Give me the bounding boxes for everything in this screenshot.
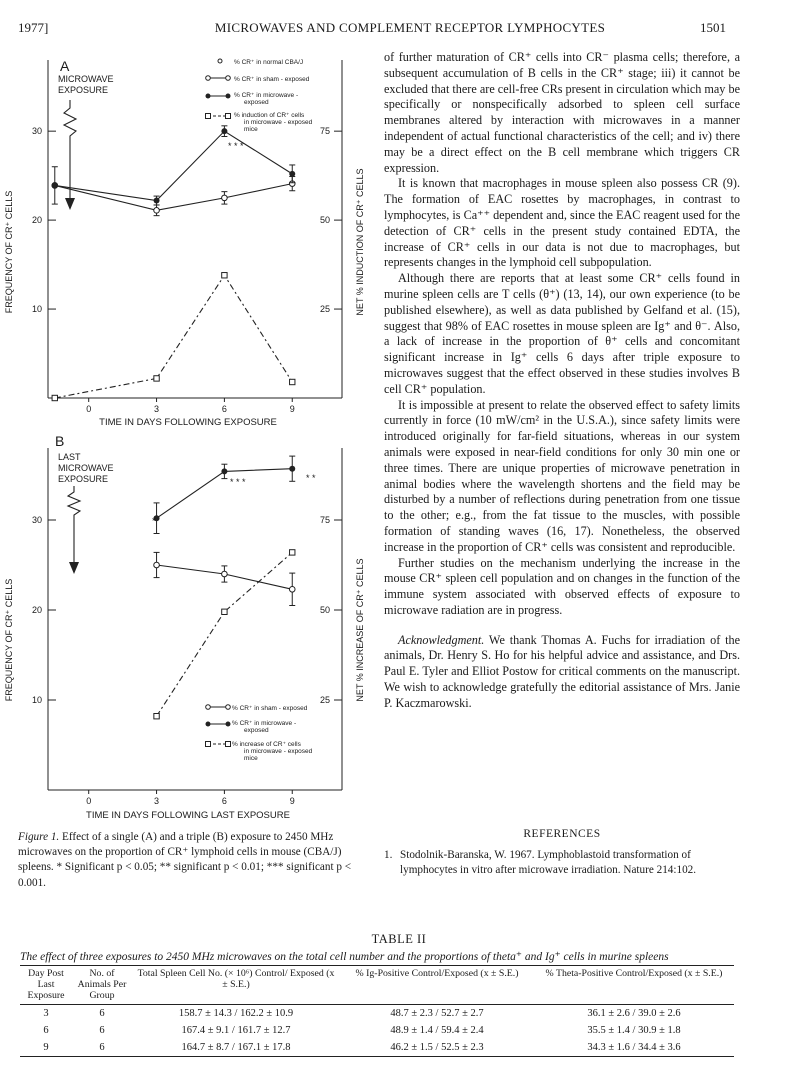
table-cell: 36.1 ± 2.6 / 39.0 ± 2.6 — [587, 1008, 681, 1019]
panel-b-sham-point — [289, 587, 295, 593]
panel-a-induction-point — [52, 395, 57, 400]
table-cell: 167.4 ± 9.1 / 161.7 ± 12.7 — [181, 1025, 291, 1036]
panel-b-exposure-arrow-icon — [68, 486, 80, 568]
legend-a-sham-marker-icon — [206, 76, 211, 81]
panel-a-microwave-line — [55, 131, 292, 200]
legend-a-micro-1: % CR⁺ in microwave - — [234, 92, 299, 99]
figure-caption-text: Effect of a single (A) and a triple (B) exposure to 2450 MHz microwaves on the proportion of CR⁺ lymphoid cells in mouse (CBA/J) spleens. * Significant p < 0.05; ** significant p < 0.01; *** significant p < 0.001. — [18, 831, 352, 889]
legend-b-increase-1: % increase of CR⁺ cells — [232, 741, 301, 748]
panel-b-letter: B — [55, 433, 65, 449]
table-title: TABLE II — [371, 932, 427, 946]
panel-a-induction-line — [55, 275, 292, 398]
legend-b-increase-3: mice — [244, 755, 258, 762]
paragraph-5: Further studies on the mechanism underlying the increase in the mouse CR⁺ spleen cell population and on changes in the function of the immune system associated with observed effects of exposure to microwave radiation are in progress. — [384, 555, 740, 617]
panel-b-microwave-point — [289, 466, 295, 472]
panel-b-sham-point — [222, 571, 228, 577]
header-year: 1977] — [18, 20, 49, 35]
table-header-ig-positive: % Ig-Positive Control/Exposed (x ± S.E.) — [340, 966, 534, 1005]
legend-b-increase-marker-icon-2 — [226, 742, 231, 747]
legend-a-normal-marker-icon — [218, 59, 222, 63]
x-tick-label: 3 — [154, 404, 160, 414]
panel-b-significance-day9: * * — [306, 473, 316, 483]
reference-1 — [384, 848, 740, 878]
acknowledgment — [384, 633, 740, 712]
legend-b-increase-marker-icon — [206, 742, 211, 747]
table-ii — [20, 965, 734, 1057]
legend-a-induction-marker-icon-2 — [226, 114, 231, 119]
table-row — [20, 1039, 734, 1057]
x-tick-label: 9 — [289, 796, 295, 806]
legend-b-sham: % CR⁺ in sham - exposed — [232, 705, 308, 712]
acknowledgment-label: Acknowledgment. — [398, 632, 485, 647]
legend-b-micro-1: % CR⁺ in microwave - — [232, 720, 297, 727]
figure-1 — [0, 0, 380, 830]
paragraph-4: It is impossible at present to relate the observed effect to safety limits currently in force (10 mW/cm² in the U.S.A.), since safety limits were introduced originally for far-field situations, whereas in our system animals were exposed in near-field conditions for only 30 min one or three times. There are unique properties of microwave penetration in animal bodies where the wavelength shortens and the field may be disturbed by a number of reflections during penetration from one tissue to the other; e.g., from the fat tissue to the muscles, with possible formation of standing waves (16, 17). Nonetheless, the observed increase in the proportion of CR⁺ cells was consistent and reproducible. — [384, 397, 740, 554]
y-left-tick-label: 20 — [31, 215, 42, 226]
panel-b-increase-point — [222, 609, 227, 614]
table-cell: 158.7 ± 14.3 / 162.2 ± 10.9 — [178, 1008, 294, 1019]
panel-b-arrow-label-2: MICROWAVE — [58, 463, 114, 473]
legend-a-induction-1: % induction of CR⁺ cells — [234, 112, 305, 119]
paragraph-2: It is known that macrophages in mouse spleen also possess CR (9). The formation of EAC rosettes by macrophages, in contrast to lymphocytes, is Ca⁺⁺ dependent and, since the EAC reagent used for the detection of CR⁺ cells in the present study contained EDTA, the increase of CR⁺ cells in our data is not due to macrophages, but represents changes in the lymphoid cell subpopulation. — [384, 176, 740, 270]
y-left-tick-label: 30 — [31, 126, 42, 137]
panel-a-series — [52, 126, 295, 401]
table-cell: 35.5 ± 1.4 / 30.9 ± 1.8 — [587, 1025, 681, 1036]
y-left-tick-label: 30 — [31, 515, 42, 525]
legend-a-micro-2: exposed — [244, 99, 269, 106]
header-page-number: 1501 — [700, 20, 726, 35]
panel-b-significance-day6: * * * — [230, 477, 246, 487]
table-header-row — [20, 966, 734, 1005]
acknowledgment-text: We thank Thomas A. Fuchs for irradiation of the animals, Dr. Henry S. Ho for his helpful advice and assistance, and Drs. Paul E. Tyler and Elliot Postow for critical comments on the manuscript. We wish to acknowledge gratefully the editorial assistance of Mrs. Janie P. Kaczmarowski. — [384, 632, 740, 710]
panel-a-letter: A — [60, 58, 70, 74]
legend-a-induction-marker-icon — [206, 114, 211, 119]
table-cell: 6 — [99, 1008, 105, 1019]
panel-a-arrow-label-2: EXPOSURE — [58, 85, 109, 95]
panel-b-arrow-label-1: LAST — [58, 452, 81, 462]
panel-b-ticks — [32, 515, 342, 806]
y-right-tick-label: 50 — [319, 215, 330, 226]
legend-a-micro-marker-icon-2 — [226, 94, 231, 99]
table-cell: 48.9 ± 1.4 / 59.4 ± 2.4 — [390, 1025, 484, 1036]
body-text — [384, 50, 740, 712]
x-tick-label: 6 — [221, 796, 227, 806]
paragraph-3: Although there are reports that at least some CR⁺ cells found in murine spleen cells are T cells (θ⁺) (13, 14), our own experience (to be published elsewhere), as well as data published by Gelfand et al. (15), suggest that 98% of EAC rosettes in mouse spleen are Ig⁺ and θ⁻. Also, a lack of increase in the proportion of θ⁺ cells and concomitant significant increase in Ig⁺ cells 6 days after triple exposure to microwaves suggest that the effect observed in these studies involves B cell CR⁺ population. — [384, 271, 740, 396]
table-cell: 9 — [20, 1039, 72, 1057]
panel-b-microwave-point — [221, 468, 227, 474]
panel-a-induction-point — [154, 376, 159, 381]
table-cell: 48.7 ± 2.3 / 52.7 ± 2.7 — [390, 1008, 484, 1019]
panel-b-significance-day3: * — [152, 516, 156, 526]
panel-a-sham-line — [55, 184, 292, 211]
panel-a-sham-point — [222, 195, 228, 201]
reference-1-number: 1. — [384, 849, 393, 861]
y-left-tick-label: 10 — [31, 695, 42, 705]
panel-a — [4, 58, 365, 428]
legend-a-normal: % CR⁺ in normal CBA/J — [234, 59, 304, 66]
x-tick-label: 9 — [289, 404, 295, 414]
y-right-tick-label: 75 — [319, 126, 330, 137]
table-row — [20, 1005, 734, 1023]
table-cell: 34.3 ± 1.6 / 34.4 ± 3.6 — [534, 1039, 734, 1057]
references-title: REFERENCES — [523, 828, 601, 840]
y-right-tick-label: 25 — [319, 304, 330, 315]
table-cell: 6 — [72, 1039, 132, 1057]
y-right-tick-label: 75 — [319, 515, 330, 525]
panel-a-microwave-point — [221, 128, 227, 134]
panel-b-sham-point — [154, 562, 160, 568]
table-row — [20, 1022, 734, 1039]
legend-a-induction-3: mice — [244, 126, 258, 133]
panel-a-arrow-label-1: MICROWAVE — [58, 74, 114, 84]
reference-1-text: Stodolnik-Baranska, W. 1967. Lymphoblastoid transformation of lymphocytes in vitro after microwave irradiation. Nature 214:102. — [400, 849, 697, 876]
panel-a-microwave-point — [289, 171, 295, 177]
legend-b-micro-2: exposed — [244, 727, 269, 734]
table-header-theta-positive: % Theta-Positive Control/Exposed (x ± S.E.) — [534, 966, 734, 1005]
legend-a-sham-marker-icon-2 — [226, 76, 231, 81]
legend-b-sham-marker-icon — [206, 705, 211, 710]
legend-b-micro-marker-icon-2 — [226, 722, 231, 727]
y-left-tick-label: 20 — [31, 605, 42, 615]
panel-a-y-left-label: FREQUENCY OF CR⁺ CELLS — [4, 190, 14, 314]
panel-b-legend — [206, 705, 313, 762]
panel-b-y-right-label: NET % INCREASE OF CR⁺ CELLS — [355, 558, 365, 702]
header-title: MICROWAVES AND COMPLEMENT RECEPTOR LYMPHOCYTES — [214, 20, 606, 35]
panel-a-microwave-point — [154, 198, 160, 204]
legend-b-sham-marker-icon-2 — [226, 705, 231, 710]
panel-b-increase-point — [290, 550, 295, 555]
panel-b-y-left-label: FREQUENCY OF CR⁺ CELLS — [4, 578, 14, 702]
panel-a-y-right-label: NET % INDUCTION OF CR⁺ CELLS — [355, 168, 365, 316]
panel-a-microwave-point — [52, 182, 58, 188]
table-cell: 46.2 ± 1.5 / 52.5 ± 2.3 — [340, 1039, 534, 1057]
table-header-animals: No. of Animals Per Group — [72, 966, 132, 1005]
panel-b-arrow-label-3: EXPOSURE — [58, 474, 109, 484]
table-cell: 6 — [43, 1025, 49, 1036]
y-right-tick-label: 25 — [319, 695, 330, 705]
panel-a-x-label: TIME IN DAYS FOLLOWING EXPOSURE — [99, 417, 277, 428]
panel-b-x-label: TIME IN DAYS FOLLOWING LAST EXPOSURE — [86, 810, 290, 821]
x-tick-label: 0 — [86, 404, 92, 414]
legend-b-micro-marker-icon — [206, 722, 211, 727]
table-caption: The effect of three exposures to 2450 MHz microwaves on the total cell number and the proportions of theta⁺ and Ig⁺ cells in murine spleens — [20, 951, 669, 963]
panel-a-induction-point — [222, 273, 227, 278]
legend-a-micro-marker-icon — [206, 94, 211, 99]
paragraph-1: of further maturation of CR⁺ cells into CR⁻ plasma cells; therefore, a subsequent accumulation of B cells in the CR⁺ stage; iii) it cannot be excluded that there are cell-free CRs present in circulation which may be specifically or nonspecifically adsorbed to spleen cell surface membranes altered by interaction with microwaves in a manner independent of actual functional characteristics of the cell; and iv) there may be a direct effect on the B cell membrane which triggers CR expression. — [384, 50, 740, 175]
panel-b-series — [154, 456, 296, 719]
panel-a-arrow-head-icon — [65, 198, 75, 210]
panel-b-increase-point — [154, 714, 159, 719]
y-right-tick-label: 50 — [319, 605, 330, 615]
x-tick-label: 6 — [221, 404, 227, 414]
panel-a-induction-point — [290, 379, 295, 384]
panel-a-significance-day6: * * * — [228, 141, 244, 151]
legend-a-sham: % CR⁺ in sham - exposed — [234, 76, 310, 83]
figure-caption-label: Figure 1. — [18, 831, 60, 843]
table-cell: 164.7 ± 8.7 / 167.1 ± 17.8 — [132, 1039, 340, 1057]
x-tick-label: 3 — [154, 796, 160, 806]
x-tick-label: 0 — [86, 796, 92, 806]
table-header-total-cells: Total Spleen Cell No. (× 10⁶) Control/ Exposed (x ± S.E.) — [132, 966, 340, 1005]
table-cell: 3 — [43, 1008, 49, 1019]
panel-b-arrow-head-icon — [69, 562, 79, 574]
panel-b — [4, 433, 365, 821]
panel-a-legend — [206, 59, 313, 133]
legend-b-increase-2: in microwave - exposed — [244, 748, 313, 755]
table-cell: 6 — [99, 1025, 105, 1036]
legend-a-induction-2: in microwave - exposed — [244, 119, 313, 126]
y-left-tick-label: 10 — [31, 304, 42, 315]
panel-a-sham-point — [154, 208, 160, 214]
figure-caption — [18, 830, 370, 891]
table-header-day: Day Post Last Exposure — [20, 966, 72, 1005]
